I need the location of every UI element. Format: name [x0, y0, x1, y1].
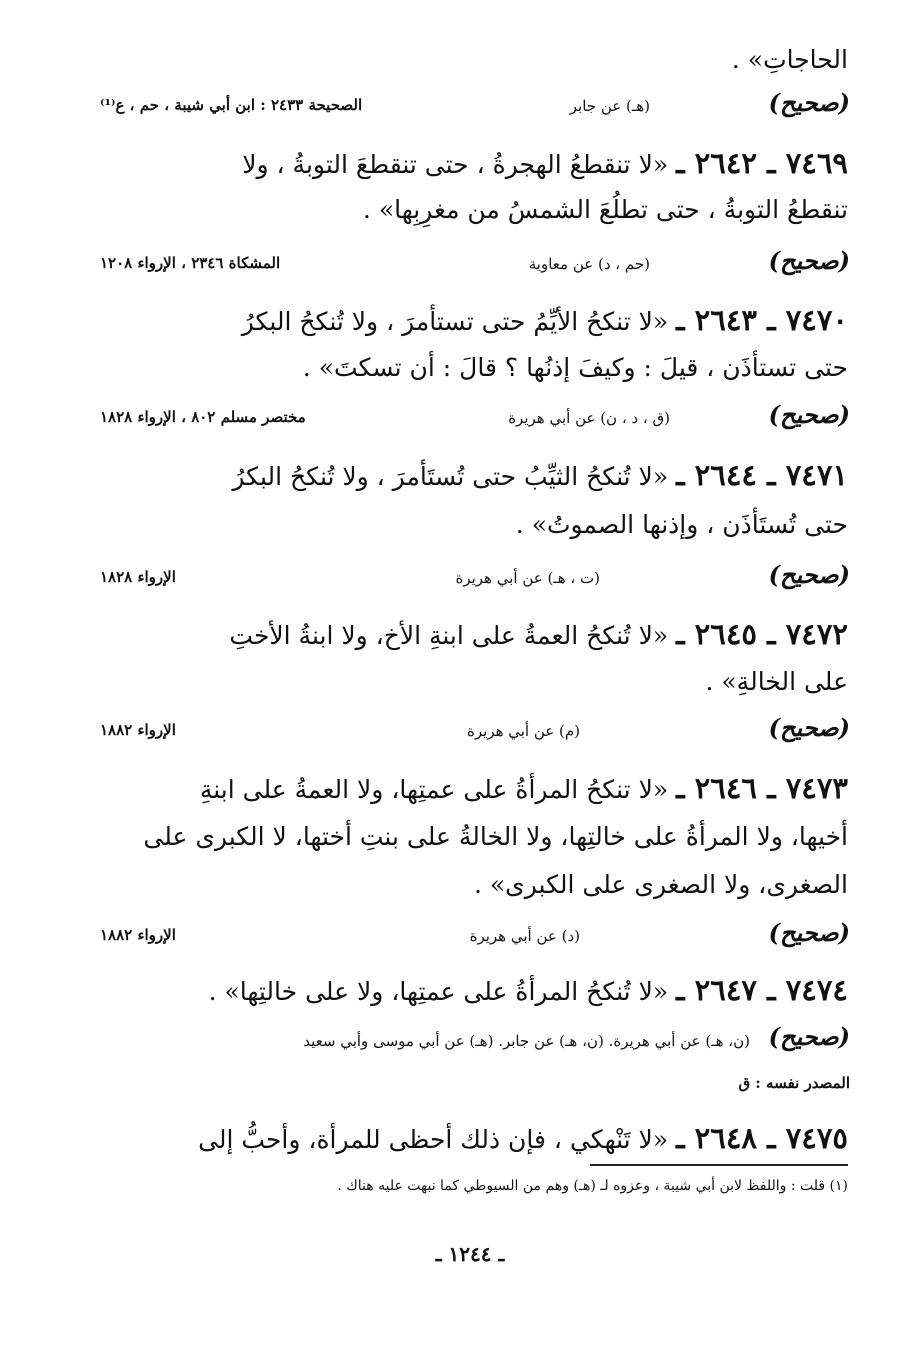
- hadith-number: ٧٤٧٤ ـ ٢٦٤٧ ـ: [676, 973, 848, 1007]
- hadith-line: [100, 614, 848, 656]
- reference-text: مختصر مسلم ٨٠٢ ، الإرواء ١٨٢٨: [100, 408, 306, 426]
- hadith-number: ٧٤٧٣ ـ ٢٦٤٦ ـ: [676, 771, 848, 805]
- grade-label: (صحيح): [768, 88, 850, 117]
- grade-label: (صحيح): [768, 246, 850, 275]
- reference-text: المشكاة ٢٣٤٦ ، الإرواء ١٢٠٨: [100, 254, 281, 272]
- hadith-line: [100, 300, 848, 342]
- hadith-number: ٧٤٧٠ ـ ٢٦٤٣ ـ: [676, 303, 848, 337]
- text-line: حتى تستأذَن ، قيلَ : وكيفَ إذنُها ؟ قالَ : أن تسكتَ» .: [302, 353, 848, 382]
- grade-label: (صحيح): [768, 713, 850, 742]
- hadith-number: ٧٤٧٥ ـ ٢٦٤٨ ـ: [676, 1121, 848, 1155]
- text-line: الحاجاتِ» .: [731, 45, 848, 74]
- source-text: (ق ، د ، ن) عن أبي هريرة: [508, 409, 670, 427]
- grade-label: (صحيح): [768, 918, 850, 947]
- text-line: تنقطعُ التوبةُ ، حتى تطلُعَ الشمسُ من مغرِبِها» .: [362, 195, 848, 224]
- hadith-number: ٧٤٧٢ ـ ٢٦٤٥ ـ: [676, 617, 848, 651]
- hadith-number: ٧٤٦٩ ـ ٢٦٤٢ ـ: [676, 146, 848, 180]
- hadith-line: [100, 970, 848, 1012]
- grade-row: [100, 1022, 850, 1062]
- footnote-divider: [590, 1164, 848, 1166]
- reference-text: الصحيحة ٢٤٣٣ : ابن أبي شيبة ، حم ، ع⁽¹⁾: [100, 96, 363, 114]
- hadith-line: [100, 1118, 848, 1160]
- text-line: أخيها، ولا المرأةُ على خالتِها، ولا الخالةُ على بنتِ أختها، لا الكبرى على: [143, 822, 848, 851]
- hadith-line: [100, 143, 848, 185]
- hadith-text: «لا تنكحُ الأيِّمُ حتى تستأمرَ ، ولا تُنكحُ البكرُ: [241, 307, 669, 336]
- hadith-text: «لا تُنكحُ المرأةُ على عمتِها، ولا على خالتِها» .: [208, 977, 669, 1006]
- text-line: حتى تُستَأذَن ، وإذنها الصموتُ» .: [515, 510, 848, 539]
- grade-label: (صحيح): [768, 560, 850, 589]
- text-line: على الخالةِ» .: [705, 667, 848, 696]
- footnote: (١) قلت : واللفظ لابن أبي شيبة ، وعزوه لـ (هـ) وهم من السيوطي كما نبهت عليه هناك .: [337, 1178, 848, 1194]
- hadith-text: «لا تُنكحُ العمةُ على ابنةِ الأخ، ولا ابنةُ الأختِ: [229, 621, 669, 650]
- grade-row: [100, 88, 850, 128]
- source-text: (هـ) عن جابر: [569, 97, 650, 115]
- grade-row: [100, 400, 850, 440]
- source-text: (حم ، د) عن معاوية: [528, 255, 650, 273]
- grade-label: (صحيح): [768, 400, 850, 429]
- grade-label: (صحيح): [768, 1022, 850, 1051]
- hadith-text: «لا تنقطعُ الهجرةُ ، حتى تنقطعَ التوبةُ ، ولا: [242, 150, 669, 179]
- hadith-line: [100, 455, 848, 497]
- source-text: (د) عن أبي هريرة: [469, 927, 580, 945]
- source-text: (ن، هـ) عن أبي هريرة. (ن، هـ) عن جابر. (هـ) عن أبي موسى وأبي سعيد: [303, 1032, 750, 1050]
- source-text: (ت ، هـ) عن أبي هريرة: [455, 569, 600, 587]
- source-continuation: المصدر نفسه : ق: [738, 1074, 850, 1092]
- grade-row: [100, 713, 850, 753]
- reference-text: الإرواء ١٨٨٢: [100, 721, 176, 739]
- reference-text: الإرواء ١٨٨٢: [100, 926, 176, 944]
- hadith-number: ٧٤٧١ ـ ٢٦٤٤ ـ: [676, 458, 848, 492]
- text-line: الصغرى، ولا الصغرى على الكبرى» .: [473, 870, 848, 899]
- grade-row: [100, 918, 850, 958]
- reference-text: الإرواء ١٨٢٨: [100, 568, 176, 586]
- hadith-line: [100, 768, 848, 810]
- grade-row: [100, 246, 850, 286]
- source-text: (م) عن أبي هريرة: [466, 722, 580, 740]
- page-number: ـ ١٢٤٤ ـ: [435, 1242, 505, 1266]
- hadith-text: «لا تنكحُ المرأةُ على عمتِها، ولا العمةُ على ابنةِ: [199, 775, 669, 804]
- hadith-text: «لا تُنكحُ الثيِّبُ حتى تُستَأمرَ ، ولا تُنكحُ البكرُ: [232, 462, 669, 491]
- hadith-text: «لا تَنْهكي ، فإن ذلك أحظى للمرأة، وأحبُّ إلى: [198, 1125, 669, 1154]
- grade-row: [100, 560, 850, 600]
